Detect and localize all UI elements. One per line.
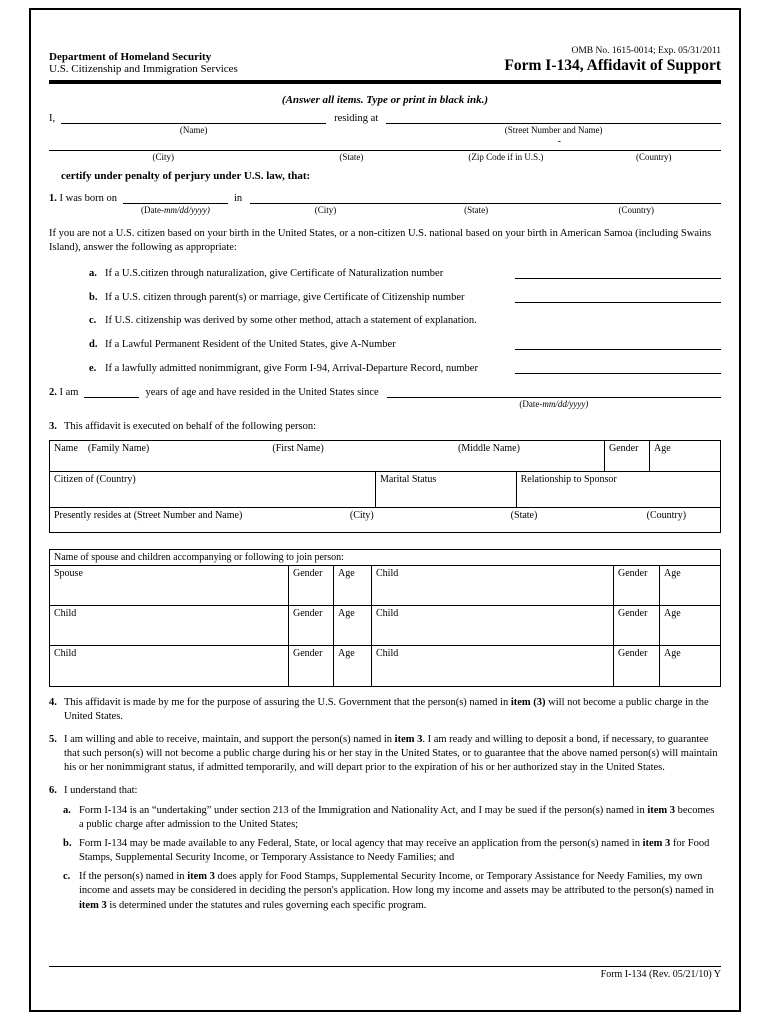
family-table-caption: Name of spouse and children accompanying or following to join person: (50, 550, 720, 566)
child-cell[interactable]: Child (371, 606, 613, 645)
text-segment: Form I-134 is an “undertaking” under section 213 of the Immigration and Nationality Act, and I may be sued if the person(s) named in (79, 804, 645, 816)
sub-item-c (89, 315, 721, 326)
birth-place-labels (250, 204, 721, 217)
sub-item-e-body: If a lawfully admitted nonimmigrant, give Form I-94, Arrival-Departure Record, number (105, 363, 478, 375)
item1-text (49, 193, 117, 217)
citizen-of-cell[interactable]: Citizen of (Country) (54, 473, 136, 485)
residence-date-label (387, 398, 721, 411)
text-segment: . I am ready and willing to deposit a bond, if necessary, to guarantee that such person(s) will not become a public charge during his or her stay in the United States, or to guarantee that the above named person(s) will maintain his or her nonimmigrant status, if admitted temporarily, and will depart prior to the expiration of his or her authorized stay in the United States. (64, 733, 718, 774)
agency-name: Department of Homeland Security (49, 51, 212, 63)
text-segment: If the person(s) named in (79, 871, 185, 883)
family-name-label: (Family Name) (87, 442, 150, 454)
item1-number: 1. (49, 193, 57, 204)
child-cell[interactable]: Child (371, 646, 613, 686)
age-cell[interactable]: Age (333, 606, 371, 645)
item2-line (49, 386, 721, 411)
form-title: Form I-134, Affidavit of Support (504, 57, 721, 74)
city-label: (City) (349, 509, 374, 521)
gender-cell[interactable]: Gender (288, 566, 333, 605)
blank-line (61, 112, 326, 124)
citizenship-note: If you are not a U.S. citizen based on your birth in the United States, or a non-citizen U.S. national based on your birth in American Samoa (including Swains Island), answer the following as appropriate: (49, 228, 712, 254)
beneficiary-name-cell[interactable] (50, 441, 604, 471)
birth-place-field[interactable] (250, 192, 721, 217)
text-segment: I am willing and able to receive, maintain, and support the person(s) named in (64, 733, 393, 745)
date-label-format: mm/dd/yyyy) (542, 399, 589, 410)
age-cell[interactable]: Age (659, 646, 720, 686)
sponsor-name-field[interactable] (61, 112, 326, 137)
birth-date-field[interactable] (123, 192, 228, 217)
item6-number: 6. (49, 785, 57, 797)
sub-item-c-letter: c. (89, 315, 97, 327)
text-segment: does apply for Food Stamps, Supplemental Security Income, or Temporary Assistance for Needy Families, my own income and assets may be considered in deciding the person's application. How long my income and assets may be attributed to the person(s) named in (79, 871, 714, 897)
instruction-line: (Answer all items. Type or print in black ink.) (281, 94, 489, 106)
table-row (50, 606, 720, 646)
naturalization-number-field[interactable] (515, 267, 721, 279)
citizenship-certificate-number-field[interactable] (515, 291, 721, 303)
gender-cell[interactable]: Gender (613, 566, 659, 605)
item6b-paragraph (63, 837, 721, 865)
table-row (50, 441, 720, 471)
age-cell[interactable]: Age (659, 566, 720, 605)
blank-line (123, 192, 228, 204)
blank-line (250, 192, 721, 204)
item3-reference: item (3) (510, 696, 546, 708)
i94-number-field[interactable] (515, 362, 721, 374)
sub-item-d (89, 338, 721, 350)
item5-number: 5. (49, 733, 57, 745)
first-name-label: (First Name) (272, 442, 324, 454)
item6-paragraph (49, 784, 721, 798)
country-label: (Country) (636, 152, 672, 162)
age-cell[interactable]: Age (333, 566, 371, 605)
item4-text (64, 696, 721, 724)
name-header (54, 443, 272, 469)
marital-status-cell[interactable]: Marital Status (375, 472, 516, 507)
omb-number: OMB No. 1615-0014; Exp. 05/31/2011 (571, 46, 721, 56)
beneficiary-age-cell[interactable]: Age (649, 441, 720, 471)
name-word: Name (54, 442, 78, 454)
country-label: (Country) (646, 509, 687, 521)
header-left (49, 51, 238, 75)
page-footer (49, 966, 721, 980)
sub-item-c-body: If U.S. citizenship was derived by some other method, attach a statement of explanation. (105, 315, 477, 327)
family-table (49, 549, 721, 687)
state-label: (State) (464, 205, 489, 215)
country-label: (Country) (618, 205, 654, 215)
item1-born-text: I was born on (59, 193, 117, 204)
sub-item-b-body: If a U.S. citizen through parent(s) or marriage, give Certificate of Citizenship number (105, 292, 465, 304)
age-field[interactable] (84, 386, 139, 411)
table-row (50, 507, 720, 532)
sub-item-b-text (89, 292, 507, 303)
item2-number: 2. (49, 387, 57, 399)
sub-item-d-letter: d. (89, 339, 98, 351)
item3-reference: item 3 (642, 837, 671, 849)
state-label: (State) (510, 509, 538, 521)
sub-item-e (89, 362, 721, 374)
form-page (29, 8, 741, 1012)
sub-item-b (89, 291, 721, 303)
date-label-prefix: (Date- (140, 205, 164, 215)
text-segment: becomes a public charge after admission to the United States; (79, 804, 715, 830)
gender-cell[interactable]: Gender (288, 606, 333, 645)
street-field[interactable] (386, 112, 721, 137)
sub-item-a-text (89, 268, 507, 279)
state-label: (State) (339, 152, 364, 162)
item2-iam-text: I am (59, 387, 79, 399)
header-right (504, 46, 721, 75)
item1-in-text: in (233, 193, 243, 204)
item6a-paragraph (63, 804, 721, 832)
spouse-cell[interactable]: Spouse (54, 567, 83, 579)
sub-item-e-text (89, 363, 507, 374)
item2-post-text: years of age and have resided in the United States since (145, 387, 379, 399)
item3-line (49, 420, 721, 434)
sub-item-d-text (89, 339, 507, 350)
gender-cell[interactable]: Gender (613, 646, 659, 686)
item3-number: 3. (49, 421, 57, 433)
item6c-text (79, 870, 721, 913)
child-cell[interactable]: Child (371, 566, 613, 605)
age-cell[interactable]: Age (659, 606, 720, 645)
street-label: (Street Number and Name) (504, 125, 603, 135)
form-header (49, 46, 721, 75)
item4-number: 4. (49, 696, 57, 708)
relationship-cell[interactable]: Relationship to Sponsor (516, 472, 720, 507)
item5-text (64, 733, 721, 776)
address-labels-row (49, 151, 721, 162)
footer-form-number: Form I-134 (Rev. 05/21/10) Y (600, 969, 721, 980)
item6b-letter: b. (63, 837, 72, 849)
intro-i-text: I, (49, 113, 56, 124)
resides-label: Presently resides at (Street Number and Name) (54, 509, 243, 521)
item5-paragraph (49, 733, 721, 776)
item1-line (49, 192, 721, 217)
gender-cell[interactable]: Gender (613, 606, 659, 645)
sub-item-a-body: If a U.S.citizen through naturalization, give Certificate of Naturalization number (105, 268, 444, 280)
residence-cell[interactable] (50, 508, 720, 532)
text-segment: Form I-134 may be made available to any Federal, State, or local agency that may receive an application from the person(s) named in (79, 837, 640, 849)
child-cell[interactable]: Child (54, 607, 77, 619)
sub-agency-name: U.S. Citizenship and Immigration Services (49, 63, 238, 75)
table-row (50, 471, 720, 507)
item4-paragraph (49, 696, 721, 724)
blank-line (387, 386, 721, 398)
date-label-prefix: (Date- (519, 399, 543, 410)
beneficiary-gender-cell[interactable]: Gender (604, 441, 649, 471)
item3-reference: item 3 (79, 899, 107, 911)
child-cell[interactable]: Child (54, 647, 77, 659)
residence-since-date-field[interactable] (387, 386, 721, 411)
middle-name-label: (Middle Name) (458, 442, 520, 454)
item6b-text (79, 837, 721, 865)
date-label-format: mm/dd/yyyy) (163, 205, 210, 215)
sub-item-c-text (89, 315, 477, 326)
blank-line (49, 139, 721, 151)
item3-text: This affidavit is executed on behalf of the following person: (64, 421, 317, 433)
table-row (50, 646, 720, 686)
sub-item-a-letter: a. (89, 268, 97, 280)
item3-reference: item 3 (187, 871, 215, 883)
item3-reference: item 3 (647, 804, 676, 816)
gender-cell[interactable]: Gender (288, 646, 333, 686)
sub-item-d-body: If a Lawful Permanent Resident of the United States, give A-Number (105, 339, 396, 351)
header-rule (49, 80, 721, 84)
name-label: (Name) (179, 125, 208, 135)
text-segment: is determined under the statutes and rules governing each specific program. (109, 899, 427, 911)
sponsor-address-line2[interactable] (49, 136, 721, 162)
item6c-paragraph (63, 870, 721, 913)
city-label: (City) (152, 152, 174, 162)
age-cell[interactable]: Age (333, 646, 371, 686)
text-segment: This affidavit is made by me for the purpose of assuring the U.S. Government that the person(s) named in (64, 696, 509, 708)
text-segment: will not become a public charge in the United States. (64, 696, 709, 722)
birth-date-label (123, 204, 228, 217)
item6c-letter: c. (63, 871, 71, 883)
sub-item-b-letter: b. (89, 292, 98, 304)
sub-item-a (89, 267, 721, 279)
city-label: (City) (314, 205, 337, 215)
residing-at-text: residing at (334, 113, 379, 124)
zip-label: (Zip Code if in U.S.) (468, 152, 544, 162)
blank-line (386, 112, 721, 124)
sub-item-e-letter: e. (89, 363, 97, 375)
beneficiary-table (49, 440, 721, 533)
a-number-field[interactable] (515, 338, 721, 350)
blank-line (84, 386, 139, 398)
sponsor-identity-line (49, 112, 721, 137)
item2-text (49, 387, 78, 411)
item6a-text (79, 804, 721, 832)
item6a-letter: a. (63, 804, 71, 816)
item6-intro-text: I understand that: (64, 785, 138, 797)
item3-reference: item 3 (394, 733, 423, 745)
certify-statement: certify under penalty of perjury under U.S. law, that: (61, 170, 311, 182)
table-row (50, 566, 720, 606)
zip-dash-separator: - (557, 136, 561, 147)
text-segment: for Food Stamps, Supplemental Security Income, or Temporary Assistance to Needy Families; and (79, 837, 710, 864)
